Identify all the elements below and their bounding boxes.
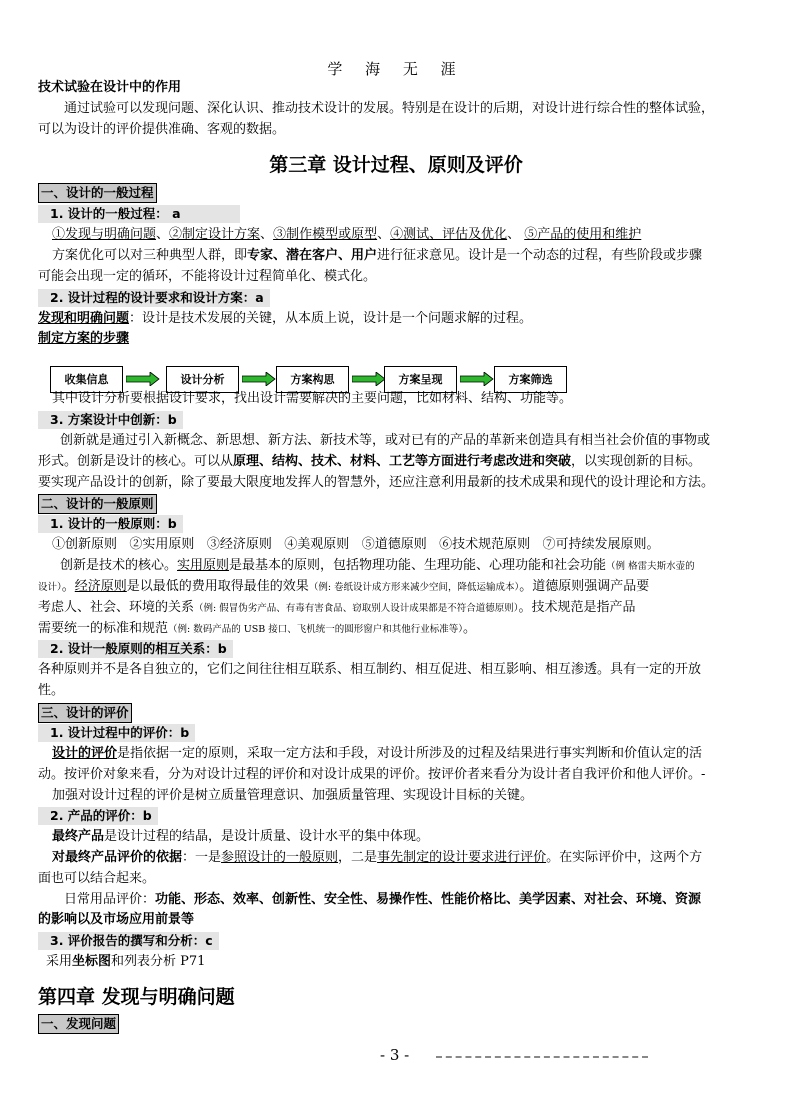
flow-step-present: 方案呈现 [384,366,457,393]
evaluation-paragraph-2: 动。按评价对象来看，分为对设计过程的评价和对设计成果的评价。按评价者来看分为设计者自我评价和他人评价。- [38,767,706,782]
innovation-paragraph-1: 创新就是通过引入新概念、新思想、新方法、新技术等，或对已有的产品的革新来创造具有相当社会价值的事物或 [60,433,711,448]
principles-paragraph-1: 创新是技术的核心。实用原则是最基本的原则，包括物理功能、生理功能、心理功能和社会功能（例 格雷夫斯水壶的 [60,558,695,573]
daily-goods-paragraph-2: 的影响以及市场应用前景等 [38,912,195,927]
relations-paragraph-2: 性。 [38,683,65,698]
flow-arrow-icon [460,372,494,386]
subsection-2-1: 1. 设计的一般原则：b [38,515,183,534]
chapter-4-title: 第四章 发现与明确问题 [38,986,235,1008]
plan-steps-label: 制定方案的步骤 [38,331,130,346]
subsection-1-1: 1. 设计的一般过程： a [38,205,240,224]
flow-step-design-analysis: 设计分析 [166,366,239,393]
subsection-3-1: 1. 设计过程中的评价：b [38,724,195,743]
flow-arrow-icon [242,372,276,386]
section-4-heading: 一、发现问题 [38,1014,119,1034]
process-steps: ①发现与明确问题、②制定设计方案、③制作模型或原型、④测试、评估及优化、 ⑤产品的使用和维护 [52,227,642,242]
intro-heading: 技术试验在设计中的作用 [38,80,182,95]
subsection-2-2: 2. 设计一般原则的相互关系：b [38,640,233,659]
innovation-paragraph-2: 形式。创新是设计的核心。可以从原理、结构、技术、材料、工艺等方面进行考虑改进和突破，以实现创新的目标。 [38,454,702,469]
section-2-heading: 二、设计的一般原则 [38,494,157,514]
subsection-3-3: 3. 评价报告的撰写和分析：c [38,932,219,951]
find-problem-line: 发现和明确问题：设计是技术发展的关键，从本质上说，设计是一个问题求解的过程。 [38,311,533,326]
principles-paragraph-2: 设计）。经济原则是以最低的费用取得最佳的效果（例: 卷纸设计成方形来减少空间，降低运输成本）。道德原则强调产品要 [38,579,650,594]
subsection-1-3: 3. 方案设计中创新：b [38,411,183,430]
flow-step-collect-info: 收集信息 [50,366,123,393]
flow-step-filter: 方案筛选 [494,366,567,393]
section-1-heading [38,183,157,203]
page-number: - 3 - [380,1046,410,1064]
product-paragraph-2: 对最终产品评价的依据：一是参照设计的一般原则，二是事先制定的设计要求进行评价。在实际评价中，这两个方 [52,850,703,865]
evaluation-paragraph-1: 设计的评价是指依据一定的原则，采取一定方法和手段，对设计所涉及的过程及结果进行事实判断和价值认定的活 [52,746,703,761]
evaluation-paragraph-3: 加强对设计过程的评价是树立质量管理意识、加强质量管理、实现设计目标的关键。 [52,788,534,803]
flow-note: 其中设计分析要根据设计要求，找出设计需要解决的主要问题，比如材料、结构、功能等。 [52,391,573,406]
flow-step-concept: 方案构思 [276,366,349,393]
product-paragraph-1: 最终产品是设计过程的结晶，是设计质量、设计水平的集中体现。 [52,829,430,844]
flow-arrow-icon [126,372,160,386]
section-3-heading: 三、设计的评价 [38,703,132,723]
subsection-1-2: 2. 设计过程的设计要求和设计方案：a [38,289,270,308]
report-paragraph: 采用坐标图和列表分析 P71 [46,954,206,969]
running-header: 学 海 无 涯 [327,60,465,78]
footer-divider [436,1056,648,1058]
flow-arrow-icon [352,372,386,386]
product-paragraph-3: 面也可以结合起来。 [38,871,156,886]
intro-paragraph-1: 通过试验可以发现问题、深化认识、推动技术设计的发展。特别是在设计的后期，对设计进行综合性的整体试验， [64,101,715,116]
optimization-paragraph-2: 可能会出现一定的循环，不能将设计过程简单化、模式化。 [38,269,377,284]
chapter-3-title: 第三章 设计过程、原则及评价 [269,154,523,176]
principles-paragraph-4: 需要统一的标准和规范（例: 数码产品的 USB 接口、飞机统一的圆形窗户和其他行业标准等）。 [38,621,477,636]
relations-paragraph-1: 各种原则并不是各自独立的，它们之间往往相互联系、相互制约、相互促进、相互影响、相互渗透。具有一定的开放 [38,662,702,677]
intro-paragraph-2: 可以为设计的评价提供准确、客观的数据。 [38,122,286,137]
subsection-3-2: 2. 产品的评价：b [38,807,158,826]
section-title: 一、设计的一般过程 [38,183,157,203]
daily-goods-paragraph-1: 日常用品评价：功能、形态、效率、创新性、安全性、易操作性、性能价格比、美学因素、对社会、环境、资源 [64,892,702,907]
optimization-paragraph: 方案优化可以对三种典型人群，即专家、潜在客户、用户进行征求意见。设计是一个动态的过程，有些阶段或步骤 [52,248,703,263]
innovation-paragraph-3: 要实现产品设计的创新，除了要最大限度地发挥人的智慧外，还应注意利用最新的技术成果和现代的设计理论和方法。 [38,475,715,490]
principles-paragraph-3: 考虑人、社会、环境的关系（例: 假冒伪劣产品、有毒有害食品、窃取别人设计成果都是不符合道德原则）。技术规范是指产品 [38,600,636,615]
principles-list: ①创新原则 ②实用原则 ③经济原则 ④美观原则 ⑤道德原则 ⑥技术规范原则 ⑦可持续发展原则。 [52,537,660,552]
